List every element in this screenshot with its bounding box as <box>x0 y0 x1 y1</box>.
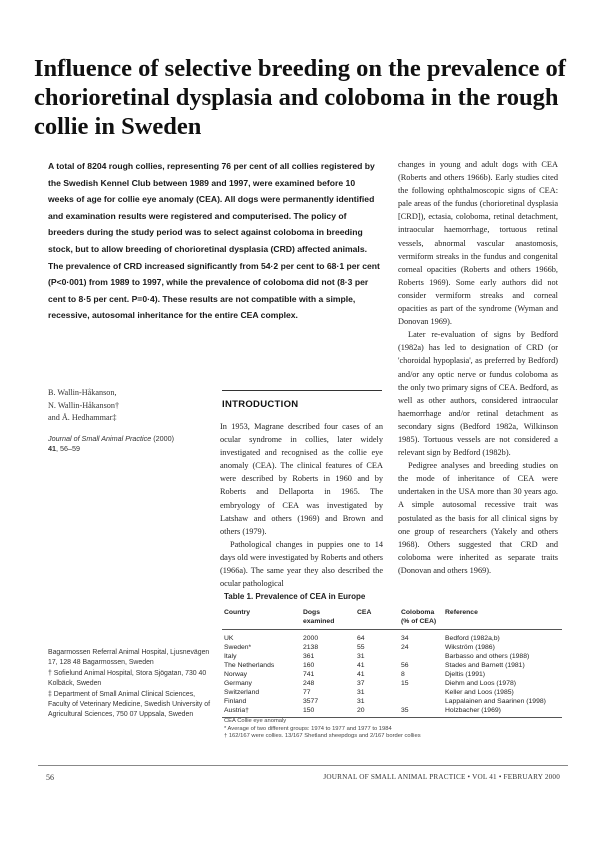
table-cell: 20 <box>355 706 399 718</box>
author: N. Wallin-Håkanson† <box>48 400 120 410</box>
table-cell: 77 <box>303 689 311 696</box>
table-cell: 15 <box>401 680 409 687</box>
column-header: Reference <box>443 606 562 630</box>
column-header: CEA <box>355 606 399 630</box>
table-cell: 160 <box>303 662 315 669</box>
prevalence-table <box>222 606 562 718</box>
table-footnote: † 162/167 were collies. 13/167 Shetland sheepdogs and 2/167 border collies <box>224 733 421 740</box>
right-column <box>398 158 558 577</box>
table-row <box>222 643 562 652</box>
abstract: A total of 8204 rough collies, representing 76 per cent of all collies registered by the Swedish Kennel Club between 1989 and 1997, were examined before 10 weeks of age for collie eye anomaly (CEA). All dogs were permanently identified and examination results were registered and computerised. The policy of breeders during the study period was to select against coloboma in breeding stock, but to allow breeding of chorioretinal dysplasia (CRD) affected animals. The prevalence of CRD increased significantly from 54·2 per cent to 68·1 per cent (P<0·001) from 1989 to 1997, while the prevalence of coloboma did not (8·3 per cent to 8·5 per cent. P=0·4). These results are not compatible with a simple, recessive, autosomal inheritance for the entire CEA complex. <box>48 161 380 321</box>
table-cell: Lappalainen and Saarinen (1998) <box>445 698 546 705</box>
section-heading: INTRODUCTION <box>222 390 382 410</box>
table-cell <box>399 652 443 661</box>
table-row <box>222 661 562 670</box>
table-cell: Wikström (1986) <box>445 644 495 651</box>
citation-volume: 41 <box>48 444 56 453</box>
table-cell: 8 <box>401 671 405 678</box>
affiliation: Bagarmossen Referral Animal Hospital, Ljusnevägen 17, 128 48 Bagarmossen, Sweden <box>48 649 210 666</box>
table-cell: 3577 <box>303 698 319 705</box>
author: and Å. Hedhammar‡ <box>48 413 117 422</box>
table-title: Table 1. Prevalence of CEA in Europe <box>224 592 366 601</box>
affiliation: † Sofielund Animal Hospital, Stora Sjögatan, 730 40 Kolbäck, Sweden <box>48 670 207 687</box>
column-header: Country <box>222 606 301 630</box>
table-footnotes <box>224 718 564 741</box>
intro-paragraph: Pathological changes in puppies one to 14 days old were investigated by Roberts and others (1966a). The same year they also described the ocular pathological <box>220 539 383 589</box>
table-cell: 31 <box>357 653 365 660</box>
table-cell: 31 <box>357 689 365 696</box>
author: B. Wallin-Håkanson, <box>48 388 117 397</box>
table-cell: 24 <box>401 644 409 651</box>
table-header-row <box>222 606 562 630</box>
citation-year: (2000) <box>153 434 174 443</box>
table-footnote: CEA Collie eye anomaly <box>224 718 287 724</box>
table-cell: 34 <box>401 635 409 642</box>
table-cell: 741 <box>303 671 315 678</box>
table-cell: 150 <box>301 706 355 718</box>
table-cell: Italy <box>224 653 237 660</box>
table-cell: 41 <box>357 671 365 678</box>
table-cell: UK <box>224 635 234 642</box>
table-cell: Norway <box>224 671 248 678</box>
table-cell: 248 <box>303 680 315 687</box>
table-cell: Stades and Barnett (1981) <box>445 662 525 669</box>
column-header: Dogs examined <box>301 606 355 630</box>
page-number: 56 <box>46 773 54 782</box>
column-header: Coloboma (% of CEA) <box>399 606 443 630</box>
citation <box>48 434 208 454</box>
table-cell: 64 <box>357 635 365 642</box>
right-paragraph: Later re-evaluation of signs by Bedford (1982a) has led to designation of CRD (or 'choroidal hypoplasia', as preferred by Bedford) and/or any optic nerve or fundus coloboma as the only two primary signs of CEA. Bedford, as well as other authors, considered intraocular haemorrhage and/or retinal detachment as secondary signs (Bedford 1982a, Wilkinson 1985). Tortuous vessels are not considered a relevant sign by Bedford (1982b). <box>398 330 558 458</box>
table-cell: 35 <box>399 706 443 718</box>
table-cell: The Netherlands <box>224 662 275 669</box>
table-cell: 31 <box>357 698 365 705</box>
table-row <box>222 706 562 718</box>
table-cell: Barbasso and others (1988) <box>445 653 530 660</box>
table-row <box>222 630 562 644</box>
table-cell: Diehm and Loos (1978) <box>445 680 517 687</box>
author-list <box>48 387 119 425</box>
table-cell: Bedford (1982a,b) <box>445 635 500 642</box>
table-cell: Holzbacher (1969) <box>443 706 562 718</box>
table-row <box>222 688 562 697</box>
right-paragraph: Pedigree analyses and breeding studies on the mode of inheritance of CEA were undertaken in the USA more than 30 years ago. A simple autosomal recessive trait was postulated as the basis for all clinical signs by one group of researchers (Yakely and others 1968). Others suggested that CRD and coloboma were inherited as separate traits (Donovan and others 1969). <box>398 461 558 575</box>
citation-pages: , 56–59 <box>56 444 80 453</box>
table-cell: Keller and Loos (1985) <box>445 689 514 696</box>
table-cell <box>399 688 443 697</box>
table-cell: 56 <box>401 662 409 669</box>
table-cell: Djeltis (1991) <box>445 671 486 678</box>
affiliations <box>48 648 213 721</box>
table-cell: Switzerland <box>224 689 260 696</box>
table-cell: 361 <box>303 653 315 660</box>
journal-footer: JOURNAL OF SMALL ANIMAL PRACTICE • VOL 41 • FEBRUARY 2000 <box>323 773 560 781</box>
table-cell <box>399 697 443 706</box>
table-cell: Germany <box>224 680 252 687</box>
citation-journal: Journal of Small Animal Practice <box>48 434 152 443</box>
affiliation: ‡ Department of Small Animal Clinical Sciences, Faculty of Veterinary Medicine, Swedish University of Agricultural Sciences, 750 07 Uppsala, Sweden <box>48 691 210 718</box>
table-cell: 2000 <box>303 635 319 642</box>
right-paragraph: changes in young and adult dogs with CEA (Roberts and others 1966b). Early studies cited the following ophthalmoscopic signs of CEA: pale areas of the fundus (chorioretinal dysplasia [CRD]), ectasia, coloboma, retinal detachment, intraocular haemorrhage, tortuous retinal vessels, abnormal vascular anastomosis, vermiform streaks in the fundus and congenital corneal opacities (Roberts and others 1966b, Roberts 1969). Some early authors did not consider vermiform streaks and corneal opacities as part of the syndrome (Wyman and Donovan 1969). <box>398 160 558 327</box>
table-row <box>222 697 562 706</box>
intro-paragraph: In 1953, Magrane described four cases of an ocular syndrome in collies, later widely investigated and recognised as the collie eye anomaly (CEA). The clinical features of CEA were described by Roberts in 1960 and by Roberts and Dellaporta in 1965. The embryology of CEA was investigated by Latshaw and others (1969) and Brown and others (1979). <box>220 422 383 536</box>
table-footnote: * Average of two different groups: 1974 to 1977 and 1977 to 1984 <box>224 725 392 732</box>
footer-rule <box>38 765 568 766</box>
middle-column <box>220 420 383 590</box>
article-title: Influence of selective breeding on the prevalence of chorioretinal dysplasia and coloboma in the rough collie in Sweden <box>34 55 566 140</box>
table-cell: 37 <box>357 680 365 687</box>
table-cell: 41 <box>357 662 365 669</box>
table-cell: Austria† <box>222 706 301 718</box>
table-row <box>222 652 562 661</box>
table-cell: Sweden* <box>224 644 252 651</box>
table-row <box>222 670 562 679</box>
table-row <box>222 679 562 688</box>
table-cell: Finland <box>224 698 247 705</box>
table-cell: 55 <box>357 644 365 651</box>
table-cell: 2138 <box>303 644 319 651</box>
